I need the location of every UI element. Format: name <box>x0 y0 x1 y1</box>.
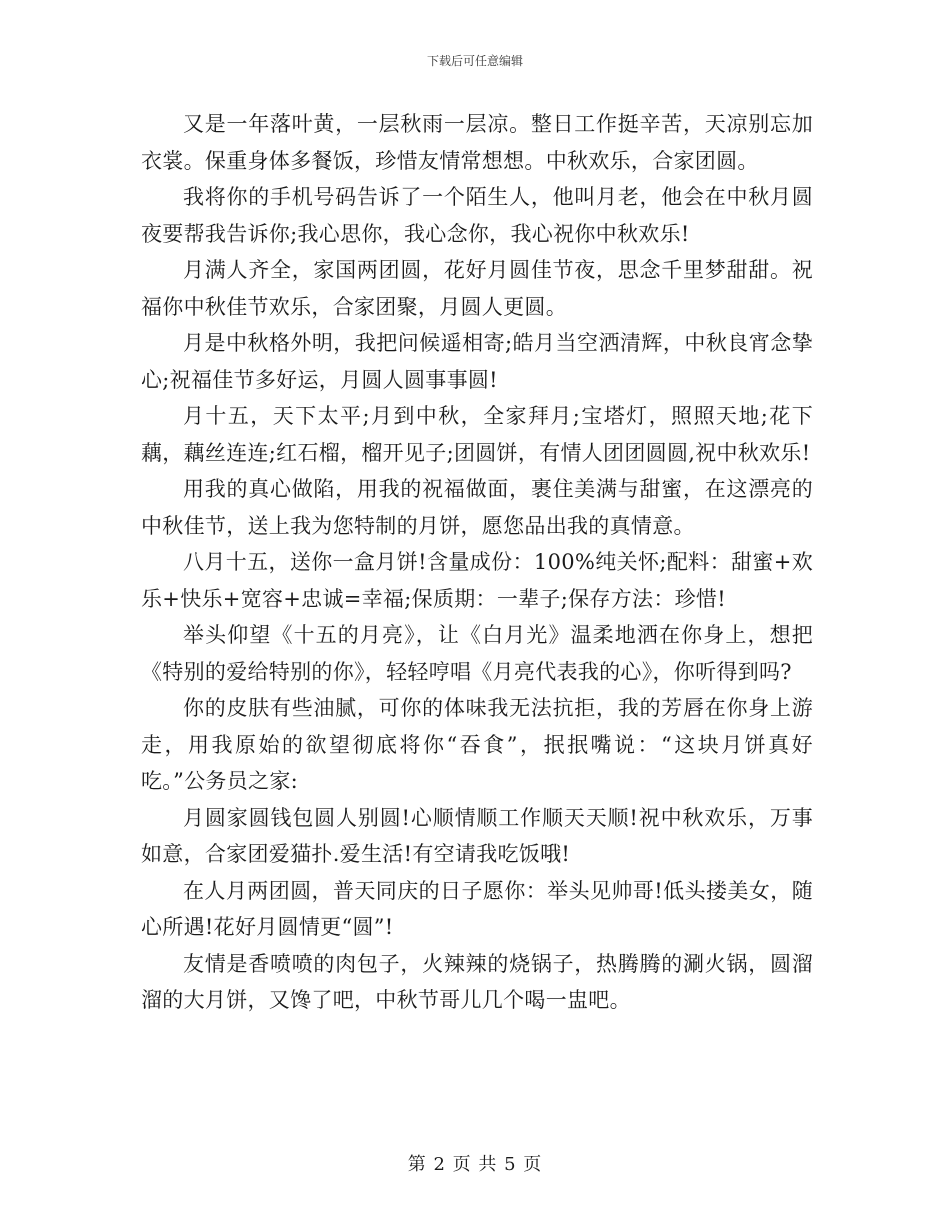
paragraph-2: 我将你的手机号码告诉了一个陌生人，他叫月老，他会在中秋月圆夜要帮我告诉你;我心思你，我心念你，我心祝你中秋欢乐! <box>141 185 813 246</box>
paragraph-10: 月圆家圆钱包圆人别圆!心顺情顺工作顺天天顺!祝中秋欢乐，万事如意，合家团爱猫扑.爱生活!有空请我吃饭哦! <box>141 805 813 866</box>
paragraph-9: 你的皮肤有些油腻，可你的体味我无法抗拒，我的芳唇在你身上游走，用我原始的欲望彻底将你“吞食”，抿抿嘴说：“这块月饼真好吃。”公务员之家: <box>141 696 813 793</box>
paragraph-8: 举头仰望《十五的月亮》，让《白月光》温柔地洒在你身上，想把《特别的爱给特别的你》，轻轻哼唱《月亮代表我的心》，你听得到吗? <box>141 623 813 684</box>
page-footer: 第 2 页 共 5 页 <box>407 1154 543 1175</box>
paragraph-1: 又是一年落叶黄，一层秋雨一层凉。整日工作挺辛苦，天凉别忘加衣裳。保重身体多餐饭，珍惜友情常想想。中秋欢乐，合家团圆。 <box>141 112 813 173</box>
paragraph-3: 月满人齐全，家国两团圆，花好月圆佳节夜，思念千里梦甜甜。祝福你中秋佳节欢乐，合家团聚，月圆人更圆。 <box>141 258 813 319</box>
paragraph-6: 用我的真心做陷，用我的祝福做面，裹住美满与甜蜜，在这漂亮的中秋佳节，送上我为您特制的月饼，愿您品出我的真情意。 <box>141 477 813 538</box>
page-header: 下载后可任意编辑 <box>426 54 523 68</box>
paragraph-7: 八月十五，送你一盒月饼!含量成份：100%纯关怀;配料：甜蜜+欢乐+快乐+宽容+忠诚=幸福;保质期：一辈子;保存方法：珍惜! <box>141 550 813 611</box>
paragraph-4: 月是中秋格外明，我把问候遥相寄;皓月当空洒清辉，中秋良宵念挚心;祝福佳节多好运，月圆人圆事事圆! <box>141 331 813 392</box>
document-body <box>141 106 813 1019</box>
paragraph-11: 在人月两团圆，普天同庆的日子愿你：举头见帅哥!低头搂美女，随心所遇!花好月圆情更“圆”! <box>141 878 813 939</box>
paragraph-5: 月十五，天下太平;月到中秋，全家拜月;宝塔灯，照照天地;花下藕，藕丝连连;红石榴，榴开见子;团圆饼，有情人团团圆圆,祝中秋欢乐! <box>141 404 813 465</box>
paragraph-12: 友情是香喷喷的肉包子，火辣辣的烧锅子，热腾腾的涮火锅，圆溜溜的大月饼，又馋了吧，中秋节哥儿几个喝一盅吧。 <box>141 951 813 1012</box>
